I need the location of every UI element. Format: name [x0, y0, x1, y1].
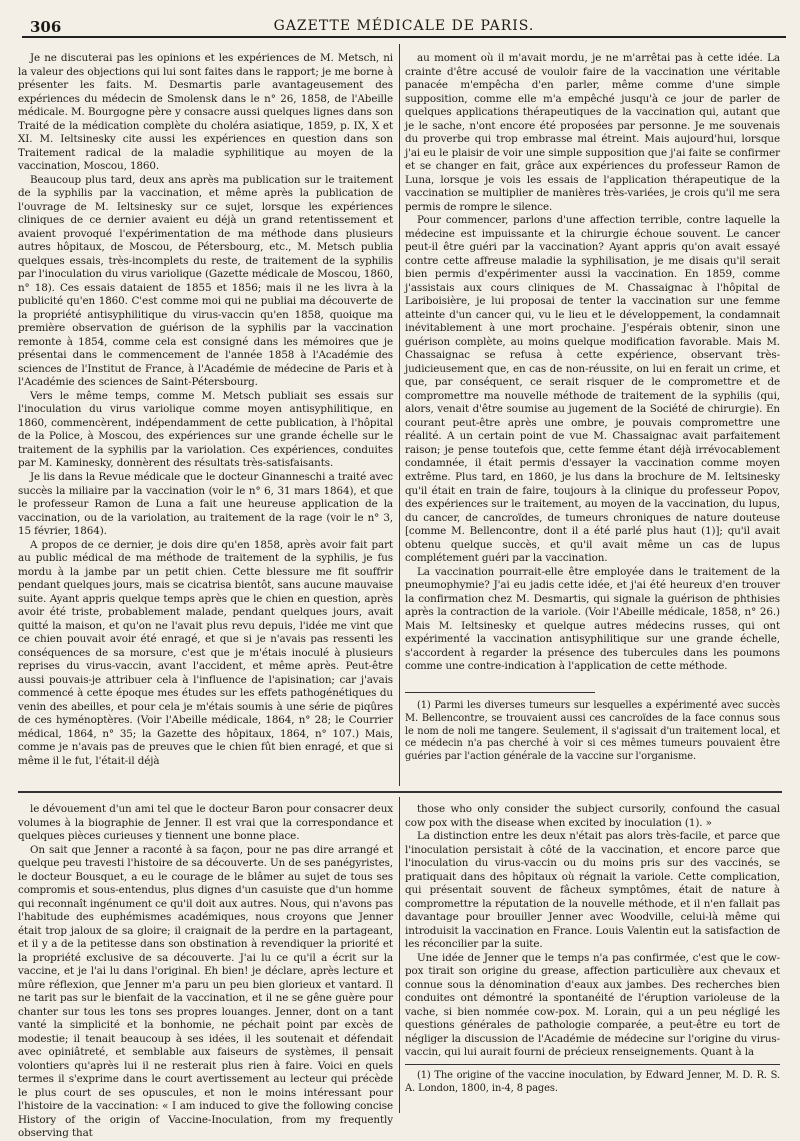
- page-header: [22, 14, 786, 38]
- footnote-text: (1) The origine of the vaccine inoculation, by Edward Jenner, M. D. R. S. A. London, 1800, in-4, 8 pages.: [405, 1070, 780, 1094]
- footnote-bottom: [405, 1070, 780, 1110]
- column-divider: [399, 44, 400, 786]
- paragraph: A propos de ce dernier, je dois dire qu'en 1858, après avoir fait part au public médical de ma méthode de traitement de la syphilis, je fus mordu à la jambe par un petit chien. Cette blessure me fit souffrir pendant quelques jours, mais se cicatrisa bientôt, sans aucune mauvaise suite. Ayant appris quelque temps après que le chien en question, après avoir été triste, probablement malade, pendant quelques jours, avait quitté la maison, et qu'on ne l'avait plus revu depuis, l'idée me vint que ce chien pouvait avoir été enragé, et que si je n'avais pas ressenti les conséquences de sa morsure, c'est que je m'étais inoculé à plusieurs reprises du virus-vaccin, avant l'accident, et même après. Peut-être aussi pouvais-je attribuer cela à l'influence de l'apisination; car j'avais commencé à cette époque mes études sur les effets pathogénétiques du venin des abeilles, et pour cela je m'étais soumis à une série de piqûres de ces hyménoptères. (Voir l'Abeille médicale, 1864, n° 28; le Courrier médical, 1864, n° 35; la Gazette des hôpitaux, 1864, n° 107.) Mais, comme je n'avais pas de preuves que le chien fût bien enragé, et que si même il le fut, l'était-il déjà: [18, 538, 393, 767]
- column-top-right: [405, 52, 780, 682]
- column-bottom-left: [18, 803, 393, 1140]
- footnote-rule: [405, 692, 595, 693]
- paragraph: On sait que Jenner a raconté à sa façon, pour ne pas dire arrangé et quelque peu travesti l'histoire de sa découverte. Un de ses panégyristes, le docteur Bousquet, a eu le courage de le blâmer au sujet de tous ses compromis et sous-entendus, plus dignes d'un casuiste que d'un homme qui reconnaît ingénument ce qu'il doit aux autres. Nous, qui n'avons pas l'habitude des euphémismes académiques, nous croyons que Jenner était trop jaloux de sa gloire; il craignait de la perdre en la partageant, et il y a de la petitesse dans son obstination à revendiquer la priorité et la propriété exclusive de sa découverte. J'ai lu ce qu'il a écrit sur la vaccine, et je l'ai lu dans l'original. Eh bien! je déclare, après lecture et mûre réflexion, que Jenner m'a paru un peu bien glorieux et vantard. Il ne tarit pas sur le bienfait de la vaccination, et il ne se gêne guère pour chanter sur tous les tons ses propres louanges. Jenner, dont on a tant vanté la simplicité et la bonhomie, ne péchait point par excès de modestie; il tenait beaucoup à ses idées, il les soutenait et défendait avec opiniâtreté, et semblable aux faiseurs de systèmes, il pensait volontiers qu'après lui il ne resterait plus rien à faire. Voici en quels termes il s'exprime dans le court avertissement au lecteur qui précède le plus court de ses opuscules, et non le moins intéressant pour l'histoire de la vaccination: « I am induced to give the following concise History of the origin of Vaccine-Inoculation, from my frequently observing that: [18, 843, 393, 1140]
- paragraph: Je ne discuterai pas les opinions et les expériences de M. Metsch, ni la valeur des objections qui lui sont faites dans le rapport; je me borne à présenter les faits. M. Desmartis parle avantageusement des expériences du médecin de Smolensk dans le n° 26, 1858, de l'Abeille médicale. M. Bourgogne père y consacre aussi quelques lignes dans son Traité de la médication complète du choléra asiatique, 1859, p. IX, X et XI. M. Ieltsinesky cite aussi les expériences en question dans son Traitement radical de la maladie syphilitique au moyen de la vaccination, Moscou, 1860.: [18, 52, 393, 173]
- paragraph: those who only consider the subject cursorily, confound the casual cow pox with the disease when excited by inoculation (1). »: [405, 803, 780, 829]
- page-number: 306: [30, 18, 62, 36]
- column-top-left: [18, 52, 393, 782]
- column-divider: [399, 797, 400, 1113]
- paragraph: La distinction entre les deux n'était pas alors très-facile, et parce que l'inoculation persistait à côté de la vaccination, et encore parce que l'inoculation du virus-vaccin ou du moins pris sur des vaccinés, se pratiquait dans des hôpitaux où régnait la variole. Cette complication, qui présentait souvent de fâcheux symptômes, était de nature à compromettre la réputation de la nouvelle méthode, et il n'en fallait pas davantage pour brouiller Jenner avec Woodville, celui-là même qui introduisit la vaccination en France. Louis Valentin eut la satisfaction de les réconcilier par la suite.: [405, 830, 780, 951]
- paragraph: Une idée de Jenner que le temps n'a pas confirmée, c'est que le cow-pox tirait son origine du grease, affection particulière aux chevaux et connue sous la dénomination d'eaux aux jambes. Des recherches bien conduites ont démontré la spontanéité de l'éruption varioleuse de la vache, si bien nommée cow-pox. M. Lorain, qui a un peu négligé les questions générales de pathologie comparée, a peut-être eu tort de négliger la discussion de l'Académie de médecine sur l'origine du virus-vaccin, qui lui aurait fourni de précieux renseignements. Quant à la: [405, 951, 780, 1059]
- column-bottom-right: [405, 803, 780, 1060]
- footnote-rule: [405, 1064, 780, 1065]
- footnote-text: (1) Parmi les diverses tumeurs sur lesquelles a expérimenté avec succès M. Bellencontre, se trouvaient aussi ces cancroïdes de la face connus sous le nom de noli me tangere. Seulement, il s'agissait d'un traitement local, et ce médecin n'a pas cherché à voir si ces mêmes tumeurs pouvaient être guéries par l'action générale de la vaccine sur l'organisme.: [405, 700, 780, 763]
- paragraph: Beaucoup plus tard, deux ans après ma publication sur le traitement de la syphilis par la vaccination, et même après la publication de l'ouvrage de M. Ieltsinesky sur ce sujet, lorsque les expériences cliniques de ce dernier avaient eu déjà un grand retentissement et avaient provoqué l'expérimentation de ma méthode dans plusieurs autres hôpitaux, de Moscou, de Pétersbourg, etc., M. Metsch publia quelques essais, très-incomplets du reste, de traitement de la syphilis par l'inoculation du virus variolique (Gazette médicale de Moscou, 1860, n° 18). Ces essais dataient de 1855 et 1856; mais il ne les livra à la publicité qu'en 1860. C'est comme moi qui ne publiai ma découverte de la propriété antisyphilitique du virus-vaccin qu'en 1858, quoique ma première observation de guérison de la syphilis par la vaccination remonte à 1854, comme cela est consigné dans les mémoires que je présentai dans le commencement de l'année 1858 à l'Académie des sciences de l'Institut de France, à l'Académie de médecine de Paris et à l'Académie des sciences de Saint-Pétersbourg.: [18, 173, 393, 389]
- paragraph: au moment où il m'avait mordu, je ne m'arrêtai pas à cette idée. La crainte d'être accusé de vouloir faire de la vaccination une véritable panacée m'empêcha d'en parler, même comme d'une simple supposition, comme elle m'a empêché jusqu'à ce jour de parler de quelques applications thérapeutiques de la vaccination qui, autant que je le sache, n'ont encore été proposées par personne. Je me souvenais du proverbe qui trop embrasse mal étreint. Mais aujourd'hui, lorsque j'ai eu le plaisir de voir une simple supposition que j'ai faite se confirmer et se changer en fait, grâce aux expériences du professeur Ramon de Luna, lorsque je vois les essais de l'application thérapeutique de la vaccination se multiplier de manières très-variées, je crois qu'il me sera permis de rompre le silence.: [405, 52, 780, 213]
- paragraph: La vaccination pourrait-elle être employée dans le traitement de la pneumophymie? J'ai eu jadis cette idée, et j'ai été heureux d'en trouver la confirmation chez M. Desmartis, qui signale la guérison de phthisies après la contraction de la variole. (Voir l'Abeille médicale, 1858, n° 26.) Mais M. Ieltsinesky et quelque autres médecins russes, qui ont expérimenté la vaccination antisyphilitique sur une grande échelle, s'accordent à regarder la présence des tubercules dans les poumons comme une contre-indication à l'application de cette méthode.: [405, 565, 780, 673]
- footnote-top: [405, 700, 780, 778]
- paragraph: Je lis dans la Revue médicale que le docteur Ginanneschi a traité avec succès la miliaire par la vaccination (voir le n° 6, 31 mars 1864), et que le professeur Ramon de Luna a fait une heureuse application de la vaccination, ou de la variolation, au traitement de la rage (voir le n° 3, 15 février, 1864).: [18, 470, 393, 538]
- paragraph: le dévouement d'un ami tel que le docteur Baron pour consacrer deux volumes à la biographie de Jenner. Il est vrai que la correspondance et quelques pièces curieuses y tiennent une bonne place.: [18, 803, 393, 843]
- journal-title: GAZETTE MÉDICALE DE PARIS.: [273, 18, 535, 34]
- section-divider: [18, 791, 782, 793]
- paragraph: Pour commencer, parlons d'une affection terrible, contre laquelle la médecine est impuissante et la chirurgie échoue souvent. Le cancer peut-il être guéri par la vaccination? Ayant appris qu'on avait essayé contre cette affreuse maladie la syphilisation, je me disais qu'il serait bien permis d'expérimenter aussi la vaccination. En 1859, comme j'assistais aux cours cliniques de M. Chassaignac à l'hôpital de Lariboisière, je lui proposai de tenter la vaccination sur une femme atteinte d'un cancer qui, vu le lieu et le développement, la condamnait inévitablement à une mort prochaine. J'espérais obtenir, sinon une guérison complète, au moins quelque modification favorable. Mais M. Chassaignac se refusa à cette expérience, observant très-judicieusement que, en cas de non-réussite, on lui en ferait un crime, et que, par conséquent, ce serait risquer de le compromettre et de compromettre ma nouvelle méthode de traitement de la syphilis (qui, alors, venait d'être soumise au jugement de la Société de chirurgie). En courant peut-être après une ombre, je pouvais compromettre une réalité. A un certain point de vue M. Chassaignac avait parfaitement raison; je pense toutefois que, cette femme étant déjà irrévocablement condamnée, il était permis d'essayer la vaccination comme moyen extrême. Plus tard, en 1860, je lus dans la brochure de M. Ieltsinesky qu'il était en train de faire, toujours à la clinique du professeur Popov, des expériences sur le traitement, au moyen de la vaccination, du lupus, du cancer, de cancroïdes, de tumeurs chroniques de nature douteuse [comme M. Bellencontre, dont il a été parlé plus haut (1)]; qu'il avait obtenu quelque succès, et qu'il avait même un cas de lupus complétement guéri par la vaccination.: [405, 214, 780, 565]
- paragraph: Vers le même temps, comme M. Metsch publiait ses essais sur l'inoculation du virus variolique comme moyen antisyphilitique, en 1860, commencèrent, indépendamment de cette publication, à l'hôpital de la Police, à Moscou, des expériences sur une grande échelle sur le traitement de la syphilis par la variolation. Ces expériences, conduites par M. Kaminesky, donnèrent des résultats très-satisfaisants.: [18, 389, 393, 470]
